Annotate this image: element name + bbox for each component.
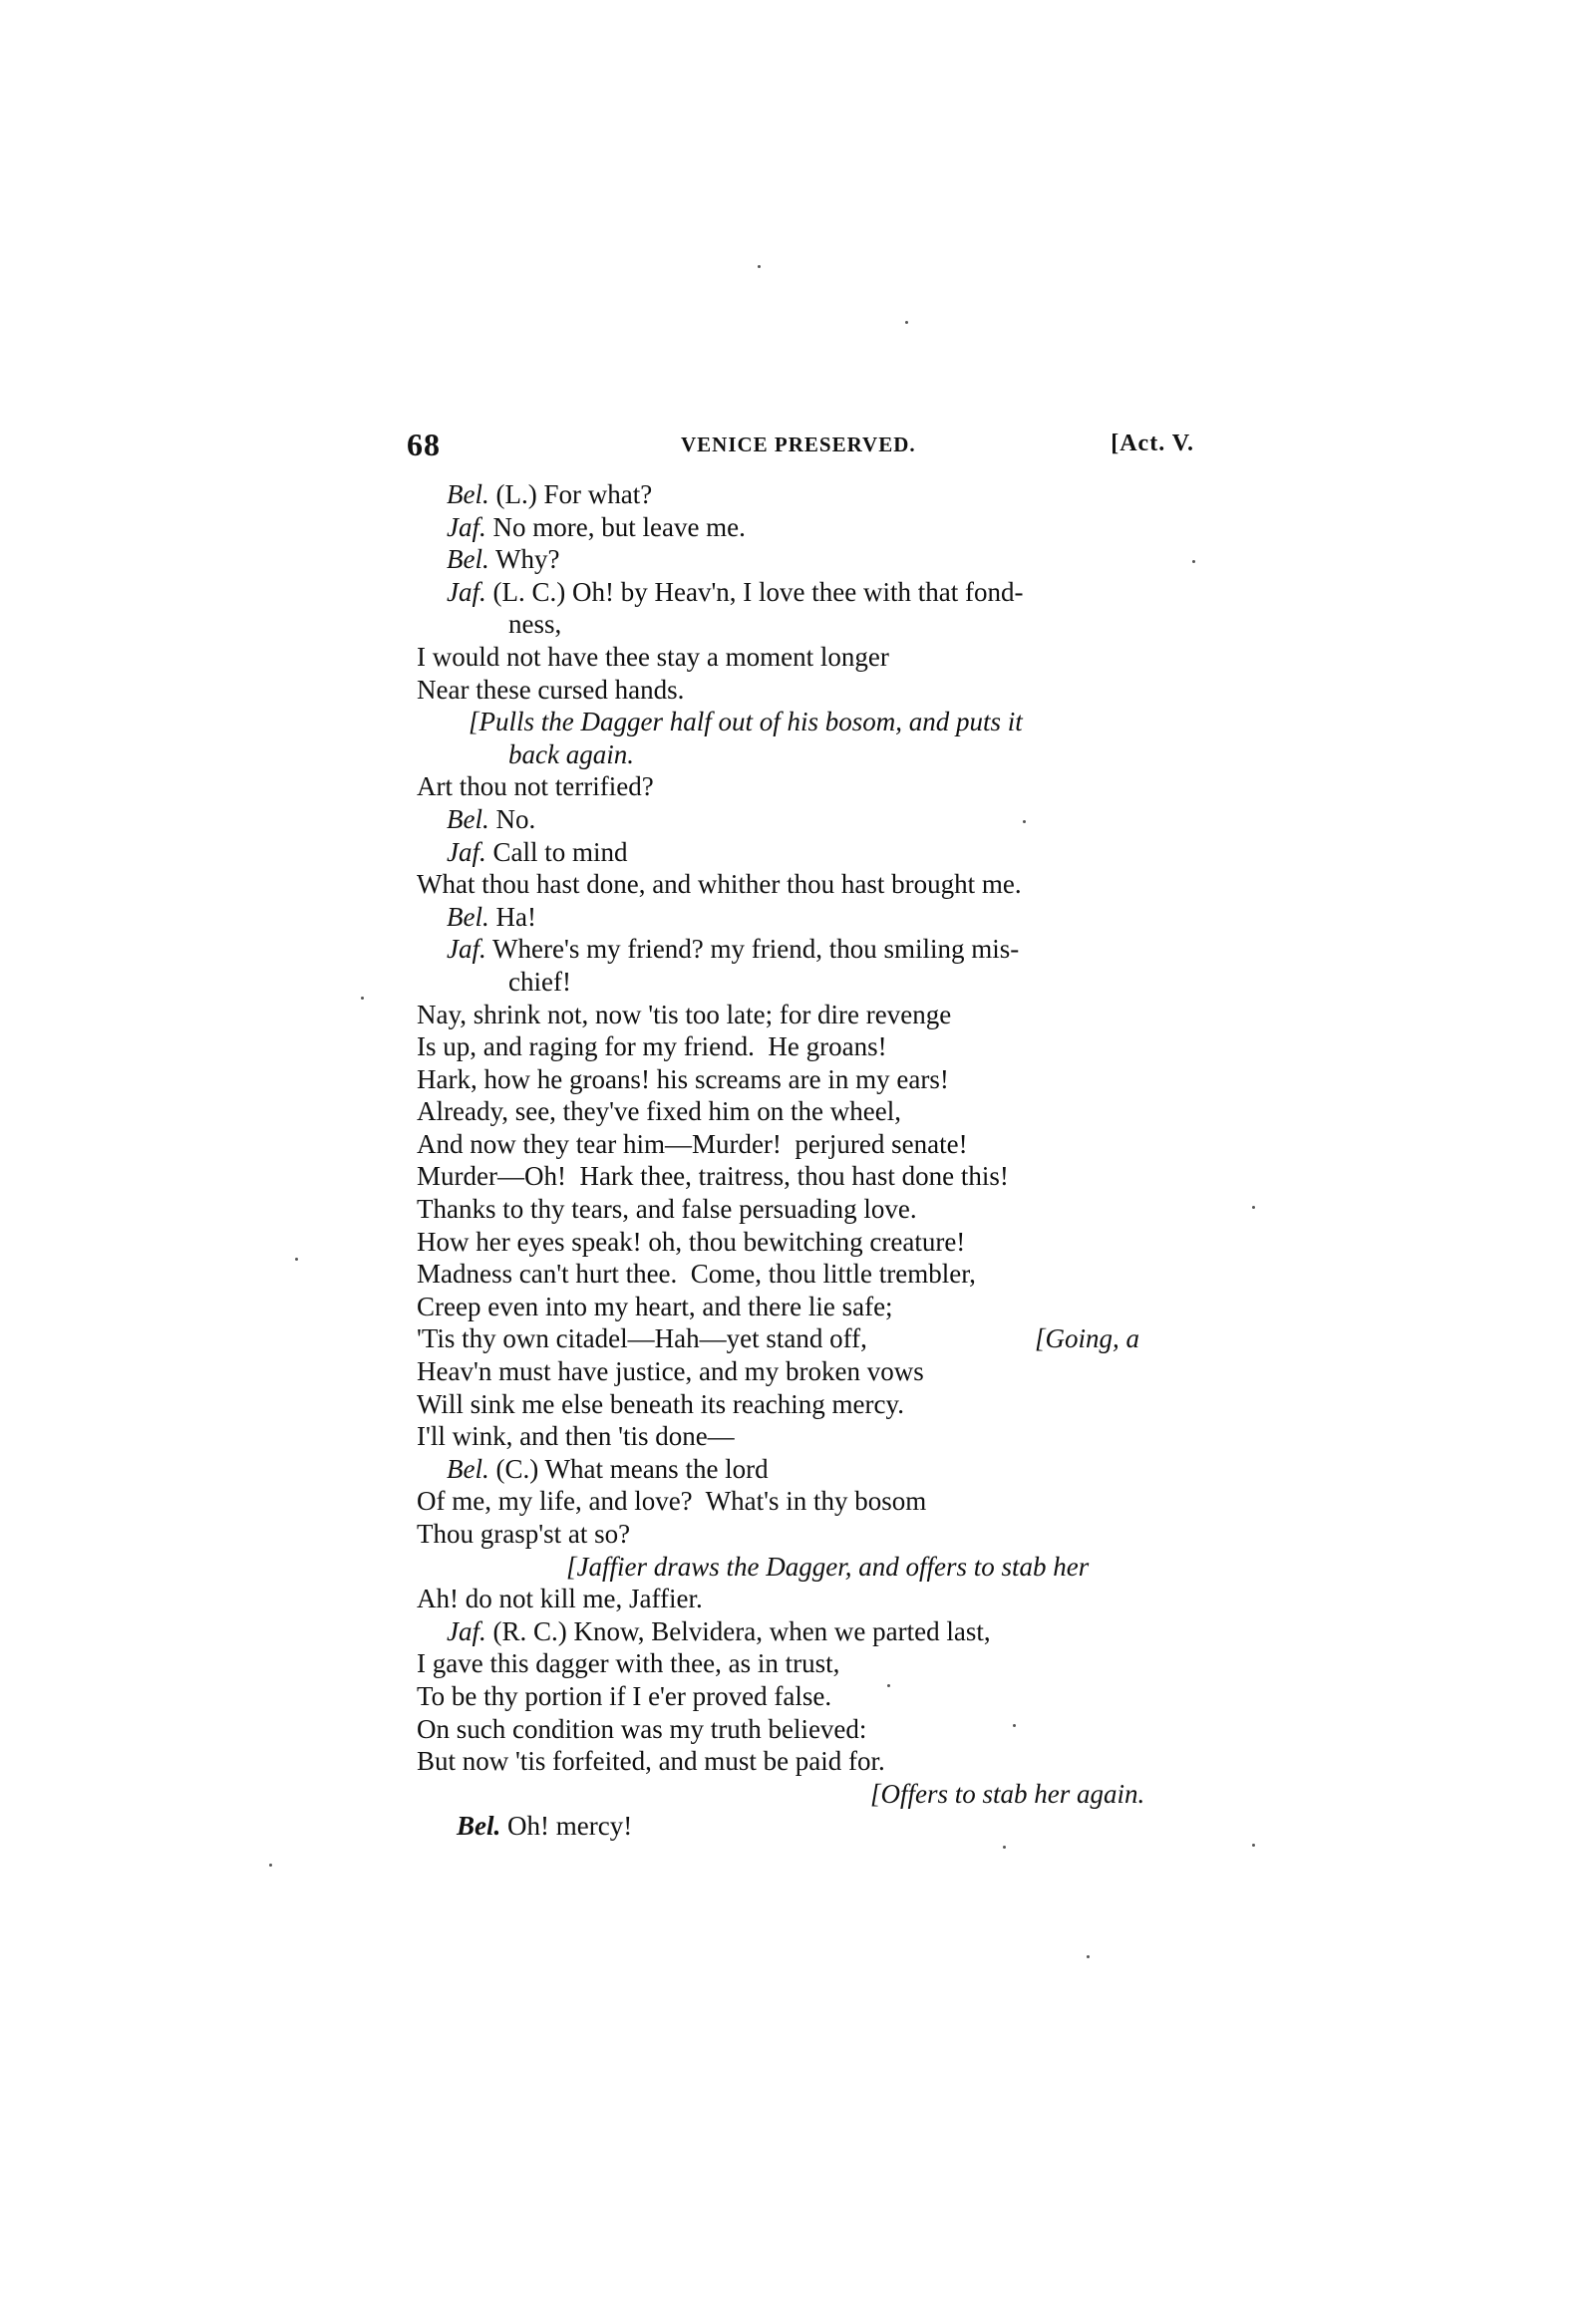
line-text: Why? — [488, 544, 560, 575]
speaker-name: Jaf. — [447, 836, 486, 867]
speaker-name: Bel. — [457, 1811, 501, 1842]
line-text: Heav'n must have justice, and my broken vows — [417, 1356, 924, 1387]
play-text — [417, 478, 1194, 1843]
line-text: Ah! do not kill me, Jaffier. — [417, 1584, 703, 1614]
text-line — [417, 1128, 1194, 1161]
line-text: Know, Belvidera, when we parted last, — [566, 1615, 991, 1646]
line-text: I would not have thee stay a moment longer — [417, 641, 889, 672]
stage-direction — [417, 706, 1194, 738]
stage-position: (R. C.) — [485, 1615, 567, 1646]
text-line — [417, 999, 1194, 1031]
line-text: back again. — [508, 738, 634, 769]
line-text: I'll wink, and then 'tis done— — [417, 1421, 735, 1452]
text-line — [417, 1095, 1194, 1128]
print-speck — [1013, 1724, 1016, 1727]
line-text: [Pulls the Dagger half out of his bosom, and puts it — [469, 707, 1023, 737]
text-line — [417, 1713, 1194, 1746]
line-text: I gave this dagger with thee, as in trust, — [417, 1648, 840, 1679]
text-line — [417, 901, 1194, 934]
text-line — [417, 1680, 1194, 1713]
print-speck — [1192, 560, 1195, 563]
line-text: Call to mind — [485, 836, 628, 867]
line-text: Of me, my life, and love? What's in thy bosom — [417, 1486, 927, 1517]
text-line — [417, 511, 1194, 544]
text-line — [417, 1453, 1194, 1486]
stage-direction: [Going, a — [1035, 1323, 1140, 1354]
line-text: Thou grasp'st at so? — [417, 1519, 631, 1549]
text-line — [417, 1615, 1194, 1648]
line-text: chief! — [508, 966, 571, 997]
text-line — [417, 1745, 1194, 1778]
speaker-name: Jaf. — [447, 1615, 486, 1646]
line-text: What thou hast done, and whither thou hast brought me. — [417, 869, 1022, 900]
text-line — [417, 966, 1194, 999]
line-text: Ha! — [488, 901, 536, 932]
stage-position: (L.) — [488, 479, 537, 509]
print-speck — [887, 1684, 890, 1687]
print-speck — [269, 1864, 272, 1867]
line-text: No. — [488, 803, 536, 834]
line-text: Creep even into my heart, and there lie safe; — [417, 1291, 893, 1321]
line-text: ness, — [508, 609, 562, 640]
speaker-name: Bel. — [447, 544, 489, 575]
line-text: Oh! by Heav'n, I love thee with that fond- — [565, 576, 1024, 607]
print-speck — [295, 1258, 298, 1261]
text-line — [417, 576, 1194, 609]
line-text: Is up, and raging for my friend. He groans! — [417, 1031, 887, 1062]
running-header — [407, 427, 1194, 466]
text-line — [417, 1160, 1194, 1193]
line-text: What means the lord — [538, 1453, 769, 1484]
text-line — [417, 674, 1194, 707]
stage-position: (C.) — [488, 1453, 539, 1484]
print-speck — [1252, 1206, 1255, 1209]
print-speck — [1252, 1844, 1255, 1847]
speaker-name: Jaf. — [447, 511, 486, 542]
text-line — [417, 868, 1194, 901]
text-line — [417, 1355, 1194, 1388]
print-speck — [905, 321, 908, 324]
speaker-name: Bel. — [447, 901, 489, 932]
stage-direction — [417, 738, 1194, 771]
line-text: And now they tear him—Murder! perjured senate! — [417, 1128, 968, 1159]
line-text: Already, see, they've fixed him on the wheel, — [417, 1096, 901, 1127]
line-text: But now 'tis forfeited, and must be paid for. — [417, 1746, 885, 1777]
text-line — [417, 933, 1194, 966]
line-text: Oh! mercy! — [500, 1811, 633, 1842]
text-line — [417, 836, 1194, 869]
text-line — [417, 1291, 1194, 1323]
text-line — [417, 1322, 1194, 1355]
text-line — [417, 641, 1194, 674]
speaker-name: Jaf. — [447, 934, 486, 965]
page-number: 68 — [407, 427, 441, 462]
act-marker: [Act. V. — [1111, 431, 1194, 456]
line-text: No more, but leave me. — [485, 511, 746, 542]
text-line — [417, 1583, 1194, 1615]
text-line — [417, 1518, 1194, 1551]
line-text: Where's my friend? my friend, thou smiling mis- — [485, 934, 1020, 965]
text-line — [417, 1388, 1194, 1421]
line-text: On such condition was my truth believed: — [417, 1713, 867, 1744]
print-speck — [1087, 1955, 1090, 1958]
line-text: To be thy portion if I e'er proved false. — [417, 1680, 832, 1711]
text-line — [417, 1193, 1194, 1226]
line-text: Hark, how he groans! his screams are in my ears! — [417, 1063, 949, 1094]
line-text: Thanks to thy tears, and false persuading love. — [417, 1194, 917, 1225]
line-text: Nay, shrink not, now 'tis too late; for dire revenge — [417, 999, 952, 1029]
line-text: Art thou not terrified? — [417, 771, 654, 802]
print-speck — [1023, 820, 1026, 823]
line-text: Will sink me else beneath its reaching mercy. — [417, 1388, 904, 1419]
line-text: For what? — [536, 479, 653, 509]
running-title: VENICE PRESERVED. — [681, 433, 916, 456]
speaker-name: Bel. — [447, 1453, 489, 1484]
print-speck — [758, 265, 761, 268]
text-line — [417, 803, 1194, 836]
text-line — [417, 770, 1194, 803]
text-line — [417, 608, 1194, 641]
text-line — [417, 1030, 1194, 1063]
text-line — [417, 1258, 1194, 1291]
text-line — [417, 1420, 1194, 1453]
line-text: Madness can't hurt thee. Come, thou little trembler, — [417, 1259, 976, 1290]
text-line — [417, 478, 1194, 511]
stage-direction — [417, 1778, 1194, 1811]
line-text: How her eyes speak! oh, thou bewitching creature! — [417, 1226, 966, 1257]
text-line — [417, 543, 1194, 576]
stage-direction — [417, 1551, 1194, 1584]
stage-position: (L. C.) — [485, 576, 566, 607]
print-speck — [1003, 1846, 1006, 1849]
line-text: [Offers to stab her again. — [870, 1778, 1145, 1809]
text-line — [417, 1063, 1194, 1096]
line-text: [Jaffier draws the Dagger, and offers to stab her — [566, 1551, 1090, 1582]
line-text: Near these cursed hands. — [417, 674, 685, 705]
line-text: Murder—Oh! Hark thee, traitress, thou hast done this! — [417, 1161, 1009, 1192]
speaker-name: Bel. — [447, 479, 489, 509]
speaker-name: Bel. — [447, 803, 489, 834]
text-line — [417, 1485, 1194, 1518]
text-line — [417, 1647, 1194, 1680]
speaker-name: Jaf. — [447, 576, 486, 607]
text-line — [417, 1226, 1194, 1259]
text-line — [417, 1810, 1194, 1843]
print-speck — [361, 997, 364, 1000]
line-text: 'Tis thy own citadel—Hah—yet stand off, — [417, 1323, 867, 1354]
